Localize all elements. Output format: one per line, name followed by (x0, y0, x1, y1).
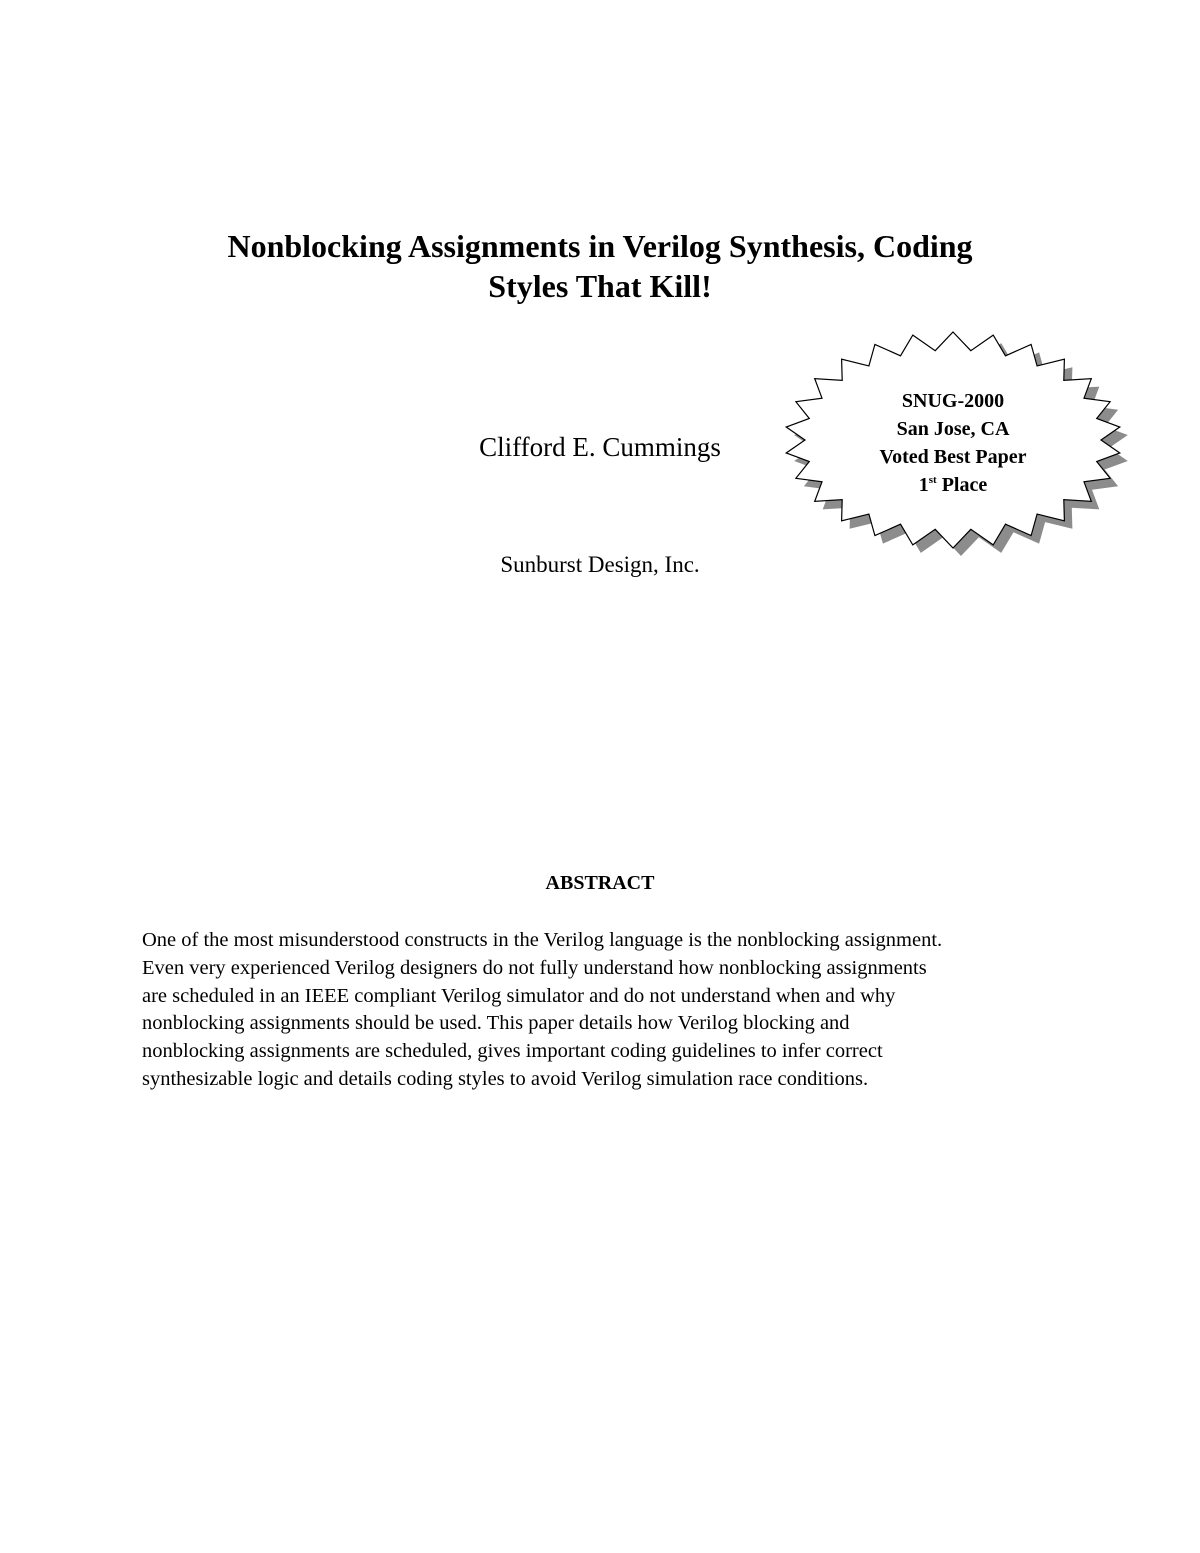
award-seal-text (778, 387, 1128, 499)
abstract-heading: ABSTRACT (545, 872, 655, 894)
seal-location: San Jose, CA (896, 418, 1010, 440)
paper-title-line-1: Nonblocking Assignments in Verilog Synthesis, Coding (227, 228, 973, 264)
paper-title-line-2: Styles That Kill! (488, 268, 712, 304)
paper-title (100, 226, 1100, 306)
seal-place-number: 1 (918, 474, 929, 496)
abstract-line: synthesizable logic and details coding styles to avoid Verilog simulation race conditions. (142, 1067, 869, 1090)
abstract-line: nonblocking assignments should be used. This paper details how Verilog blocking and (142, 1012, 850, 1035)
seal-conference: SNUG-2000 (901, 390, 1005, 412)
abstract-line: Even very experienced Verilog designers do not fully understand how nonblocking assignments (142, 956, 927, 979)
seal-award: Voted Best Paper (879, 446, 1027, 468)
seal-place-label: Place (936, 474, 988, 496)
abstract-line: One of the most misunderstood constructs in the Verilog language is the nonblocking assignment. (142, 929, 943, 951)
abstract-line: nonblocking assignments are scheduled, gives important coding guidelines to infer correct (142, 1040, 883, 1063)
author-affiliation: Sunburst Design, Inc. (500, 552, 700, 577)
award-seal (778, 330, 1138, 570)
author-name: Clifford E. Cummings (479, 432, 721, 462)
abstract-line: are scheduled in an IEEE compliant Verilog simulator and do not understand when and why (142, 984, 896, 1007)
seal-place (778, 471, 1128, 499)
abstract-body (142, 927, 1072, 1094)
seal-place-ordinal: st (928, 474, 937, 486)
